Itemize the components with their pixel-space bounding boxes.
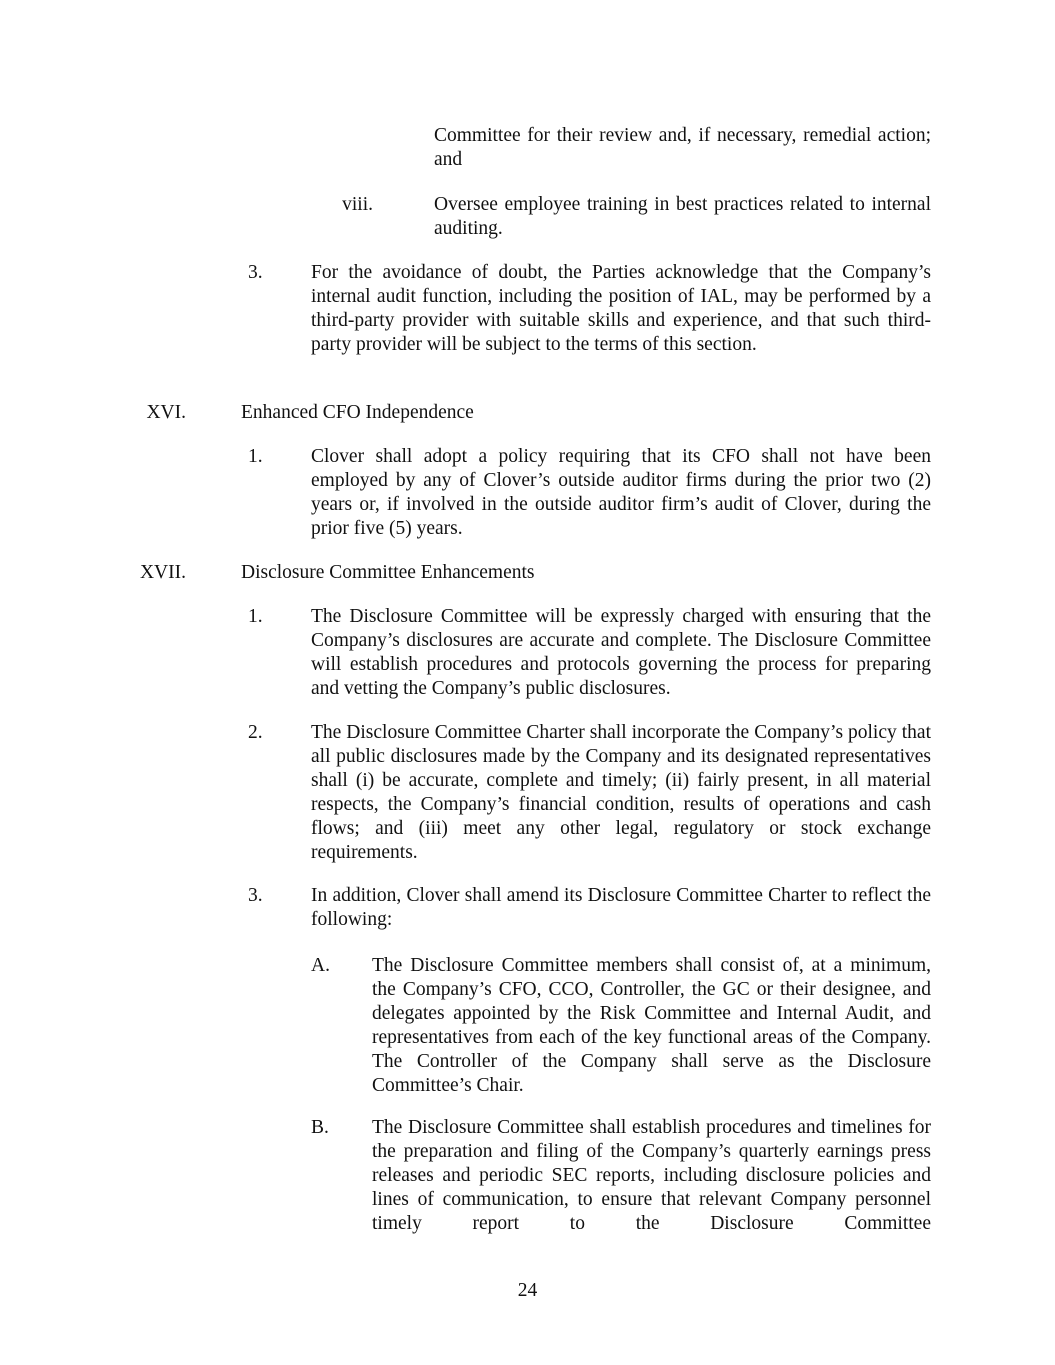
continued-subitem-text: Committee for their review and, if necessary, remedial action; and	[434, 125, 931, 170]
section-xvii-item-2-number: 2.	[248, 722, 263, 743]
subitem-viii-marker: viii.	[342, 194, 373, 215]
section-xvii-item-3-number: 3.	[248, 885, 263, 906]
section-xvi-item-1-text: Clover shall adopt a policy requiring that its CFO shall not have been employed by any of Clover’s outside auditor firms during the prior two (2) years or, if involved in the outside auditor firm’s audit of Clover, during the prior five (5) years.	[311, 446, 931, 539]
section-xvii-item-1-number: 1.	[248, 606, 263, 627]
section-xvi-item-1-number: 1.	[248, 446, 263, 467]
subitem-a-letter: A.	[311, 955, 330, 976]
section-xvii-item-3-text: In addition, Clover shall amend its Disclosure Committee Charter to reflect the following:	[311, 885, 931, 930]
section-xvii-item-2-text: The Disclosure Committee Charter shall incorporate the Company’s policy that all public disclosures made by the Company and its designated representatives shall (i) be accurate, complete and timely; (ii) fairly present, in all material respects, the Company’s financial condition, results of operations and cash flows; and (iii) meet any other legal, regulatory or stock exchange requirements.	[311, 722, 931, 863]
subitem-b-letter: B.	[311, 1117, 329, 1138]
section-xvi-title: Enhanced CFO Independence	[241, 402, 474, 423]
section-xvi-numeral: XVI.	[146, 402, 186, 423]
section-xv-item-3-number: 3.	[248, 262, 263, 283]
subitem-b-text: The Disclosure Committee shall establish procedures and timelines for the preparation and filing of the Company’s quarterly earnings press releases and periodic SEC reports, including disclosure policies and lines of communication, to ensure that relevant Company personnel timely report to the Disclosure Committee	[372, 1117, 931, 1234]
subitem-a-text: The Disclosure Committee members shall consist of, at a minimum, the Company’s CFO, CCO, Controller, the GC or their designee, and delegates appointed by the Risk Committee and Internal Audit, and representatives from each of the key functional areas of the Company. The Controller of the Company shall serve as the Disclosure Committee’s Chair.	[372, 955, 931, 1096]
section-xvii-numeral: XVII.	[139, 562, 186, 583]
section-xvii-title: Disclosure Committee Enhancements	[241, 562, 535, 583]
subitem-viii-text: Oversee employee training in best practices related to internal auditing.	[434, 194, 931, 239]
section-xvii-item-1-text: The Disclosure Committee will be expressly charged with ensuring that the Company’s disclosures are accurate and complete. The Disclosure Committee will establish procedures and protocols governing the process for preparing and vetting the Company’s public disclosures.	[311, 606, 931, 699]
section-xv-item-3-text: For the avoidance of doubt, the Parties acknowledge that the Company’s internal audit function, including the position of IAL, may be performed by a third-party provider with suitable skills and experience, and that such third-party provider will be subject to the terms of this section.	[311, 262, 931, 355]
page-number: 24	[517, 1280, 538, 1301]
